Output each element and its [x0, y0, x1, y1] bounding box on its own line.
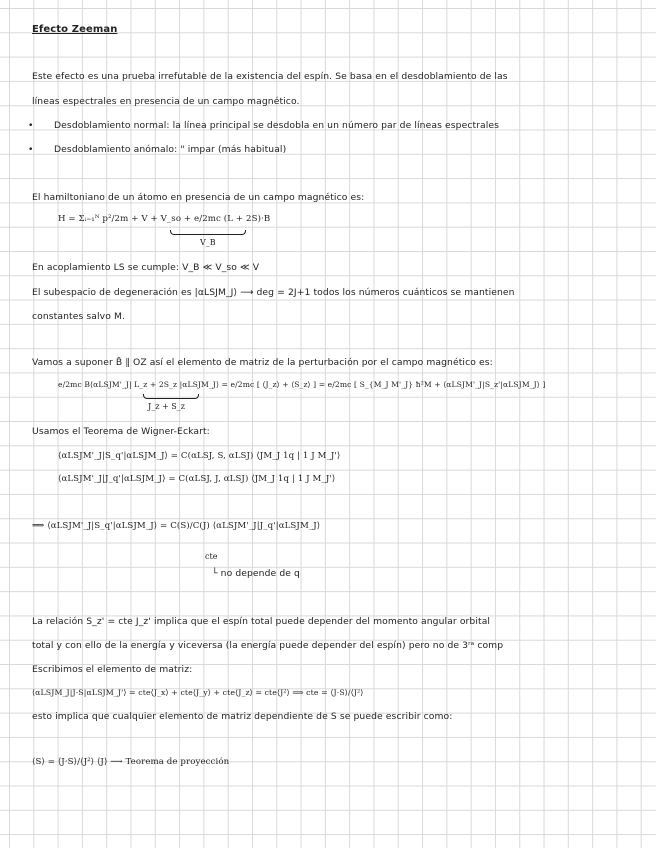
- hamiltonian-intro: El hamiltoniano de un átomo en presencia de un campo magnético es:: [32, 192, 365, 203]
- ls-coupling: En acoplamiento LS se cumple: V_B ≪ V_so ≪ V: [32, 262, 260, 273]
- jz-sz-label: J_z + S_z: [148, 402, 185, 411]
- wigner-intro: Usamos el Teorema de Wigner-Eckart:: [32, 426, 210, 437]
- perturbation-intro: Vamos a suponer B̄ ∥ OZ así el elemento de matriz de la perturbación por el campo magnético es:: [32, 357, 493, 368]
- degeneracy-subspace-2: constantes salvo M.: [32, 311, 125, 322]
- hamiltonian-equation: H = Σᵢ₌₁ᴺ p²/2m + V + V_so + e/2mc (L + 2S)·B: [58, 214, 271, 224]
- wigner-eq-s: ⟨αLSJM'_J|S_q'|αLSJM_J⟩ = C(αLSJ, S, αLSJ) ⟨JM_J 1q | 1 J M_J'⟩: [58, 451, 341, 461]
- perturbation-equation: e/2mc B⟨αLSJM'_J| L_z + 2S_z |αLSJM_J⟩ = e/2mc [ ⟨J_z⟩ + ⟨S_z⟩ ] = e/2mc [ S_{M_J M'_J} ħ²M + ⟨αLSJM'_J|S_z'|αLSJM_J⟩ ]: [58, 380, 546, 389]
- degeneracy-subspace: El subespacio de degeneración es |αLSJM_J⟩ ⟶ deg = 2J+1 todos los números cuánticos se mantienen: [32, 287, 515, 298]
- vb-underbrace: [170, 230, 246, 235]
- q-independence-note: └ no depende de q: [212, 568, 300, 579]
- relation-line-2: total y con ello de la energía y viceversa (la energía puede depender del espín) pero no de 3ʳᵃ comp: [32, 640, 504, 651]
- cte-label: cte: [205, 552, 218, 561]
- bullet-anomalo-text: Desdoblamiento anómalo: " impar (más habitual): [54, 144, 287, 155]
- relation-line-3: Escribimos el elemento de matriz:: [32, 664, 193, 675]
- relation-line-1: La relación S_z' = cte J_z' implica que el espín total puede depender del momento angular orbital: [32, 616, 491, 627]
- page-title: Efecto Zeeman: [32, 24, 118, 35]
- intro-line-1: Este efecto es una prueba irrefutable de la existencia del espín. Se basa en el desdoblamiento de las: [32, 71, 508, 82]
- wigner-result: ⟹ ⟨αLSJM'_J|S_q'|αLSJM_J⟩ = C(S)/C(J) ⟨αLSJM'_J|J_q'|αLSJM_J⟩: [32, 521, 321, 531]
- bullet-normal: [32, 120, 499, 131]
- relation-line-4: esto implica que cualquier elemento de matriz dependiente de S se puede escribir como:: [32, 711, 453, 722]
- bullet-anomalo: [32, 144, 286, 155]
- matrix-element-equation: ⟨αLSJM_J|J·S|αLSJM_J'⟩ = cte⟨J_x⟩ + cte⟨J_y⟩ + cte⟨J_z⟩ = cte⟨J²⟩ ⟹ cte = ⟨J·S⟩/⟨J²⟩: [32, 688, 364, 697]
- wigner-eq-j: ⟨αLSJM'_J|J_q'|αLSJM_J⟩ = C(αLSJ, J, αLSJ) ⟨JM_J 1q | 1 J M_J'⟩: [58, 474, 336, 484]
- intro-line-2: líneas espectrales en presencia de un campo magnético.: [32, 96, 300, 107]
- jz-sz-underbrace: [143, 394, 199, 399]
- bullet-normal-text: Desdoblamiento normal: la línea principal se desdobla en un número par de líneas espectrales: [54, 120, 500, 131]
- projection-theorem: ⟨S⟩ = ⟨J·S⟩/⟨J²⟩ ⟨J⟩ ⟶ Teorema de proyección: [32, 757, 230, 767]
- vb-label: V_B: [200, 238, 216, 247]
